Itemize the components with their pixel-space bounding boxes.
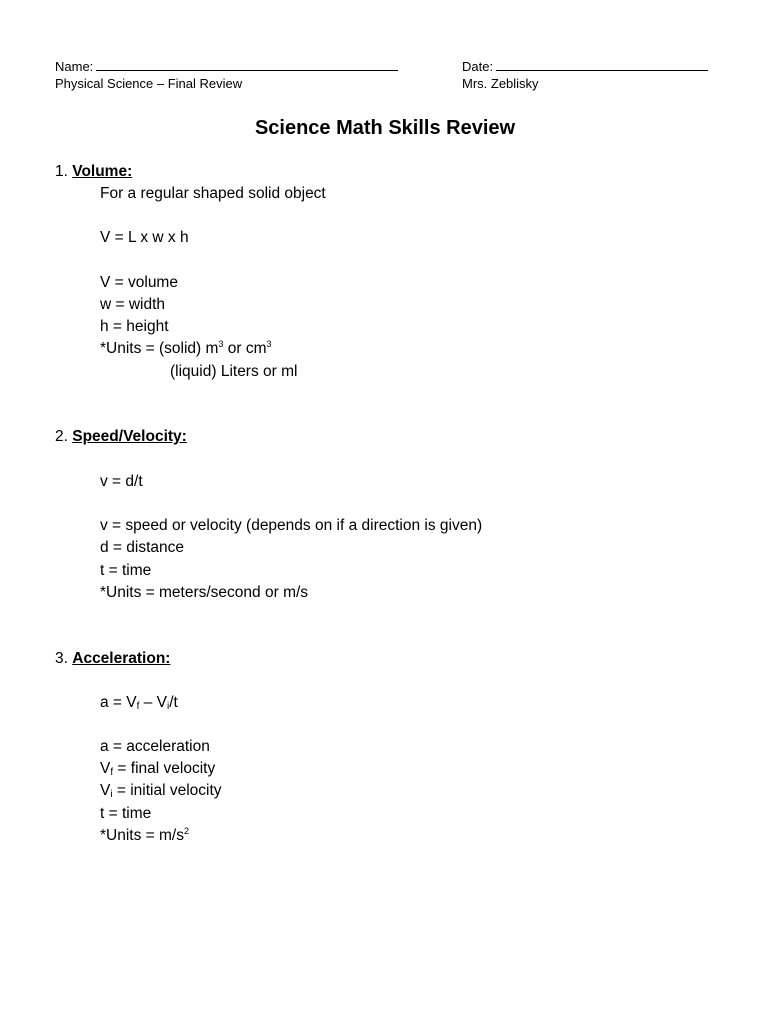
teacher-name: Mrs. Zeblisky — [462, 76, 539, 91]
volume-heading — [55, 162, 132, 182]
subscript: i — [110, 789, 113, 800]
subscript: i — [166, 701, 170, 712]
formula-text: /t — [169, 694, 178, 711]
acceleration-def-vi — [100, 781, 222, 801]
acceleration-def-vf — [100, 759, 215, 779]
acceleration-def-a: a = acceleration — [100, 738, 210, 755]
def-text: V — [100, 760, 111, 777]
units-text: *Units = (solid) m — [100, 340, 219, 357]
acceleration-def-t: t = time — [100, 805, 152, 822]
page-title: Science Math Skills Review — [254, 117, 516, 139]
speed-heading-text: Speed/Velocity: — [72, 428, 187, 445]
volume-def-w: w = width — [100, 296, 166, 313]
volume-heading-text: Volume: — [72, 163, 133, 180]
volume-def-h: h = height — [100, 318, 169, 335]
acceleration-units — [100, 826, 189, 846]
acceleration-heading — [55, 649, 170, 669]
volume-def-v: V = volume — [100, 274, 178, 291]
formula-text: a = V — [100, 694, 137, 711]
formula-text: – V — [139, 694, 167, 711]
acceleration-heading-text: Acceleration: — [72, 650, 171, 667]
date-blank-line — [496, 58, 708, 71]
volume-intro: For a regular shaped solid object — [100, 185, 326, 202]
units-text: *Units = m/s — [100, 827, 184, 844]
def-text: V — [100, 782, 111, 799]
superscript: 2 — [183, 826, 189, 836]
volume-units-liquid: (liquid) Liters or ml — [170, 363, 298, 380]
subscript: f — [110, 767, 114, 778]
name-field — [55, 58, 398, 75]
speed-def-t: t = time — [100, 562, 152, 579]
date-field — [462, 58, 708, 75]
superscript: 3 — [266, 339, 272, 349]
def-text: = final velocity — [113, 760, 216, 777]
volume-number: 1. — [55, 163, 68, 180]
units-text: or cm — [223, 340, 267, 357]
volume-units-solid — [100, 339, 272, 359]
speed-def-v: v = speed or velocity (depends on if a direction is given) — [100, 517, 483, 534]
def-text: = initial velocity — [112, 782, 222, 799]
date-label: Date: — [462, 59, 494, 74]
acceleration-formula — [100, 693, 178, 713]
subscript: f — [136, 701, 140, 712]
volume-formula: V = L x w x h — [100, 229, 189, 246]
name-blank-line — [96, 58, 398, 71]
speed-formula: v = d/t — [100, 473, 143, 490]
name-label: Name: — [55, 59, 94, 74]
acceleration-number: 3. — [55, 650, 68, 667]
course-name: Physical Science – Final Review — [55, 76, 243, 91]
speed-heading — [55, 427, 187, 447]
speed-units: *Units = meters/second or m/s — [100, 584, 309, 601]
superscript: 3 — [218, 339, 224, 349]
speed-number: 2. — [55, 428, 68, 445]
speed-def-d: d = distance — [100, 539, 185, 556]
